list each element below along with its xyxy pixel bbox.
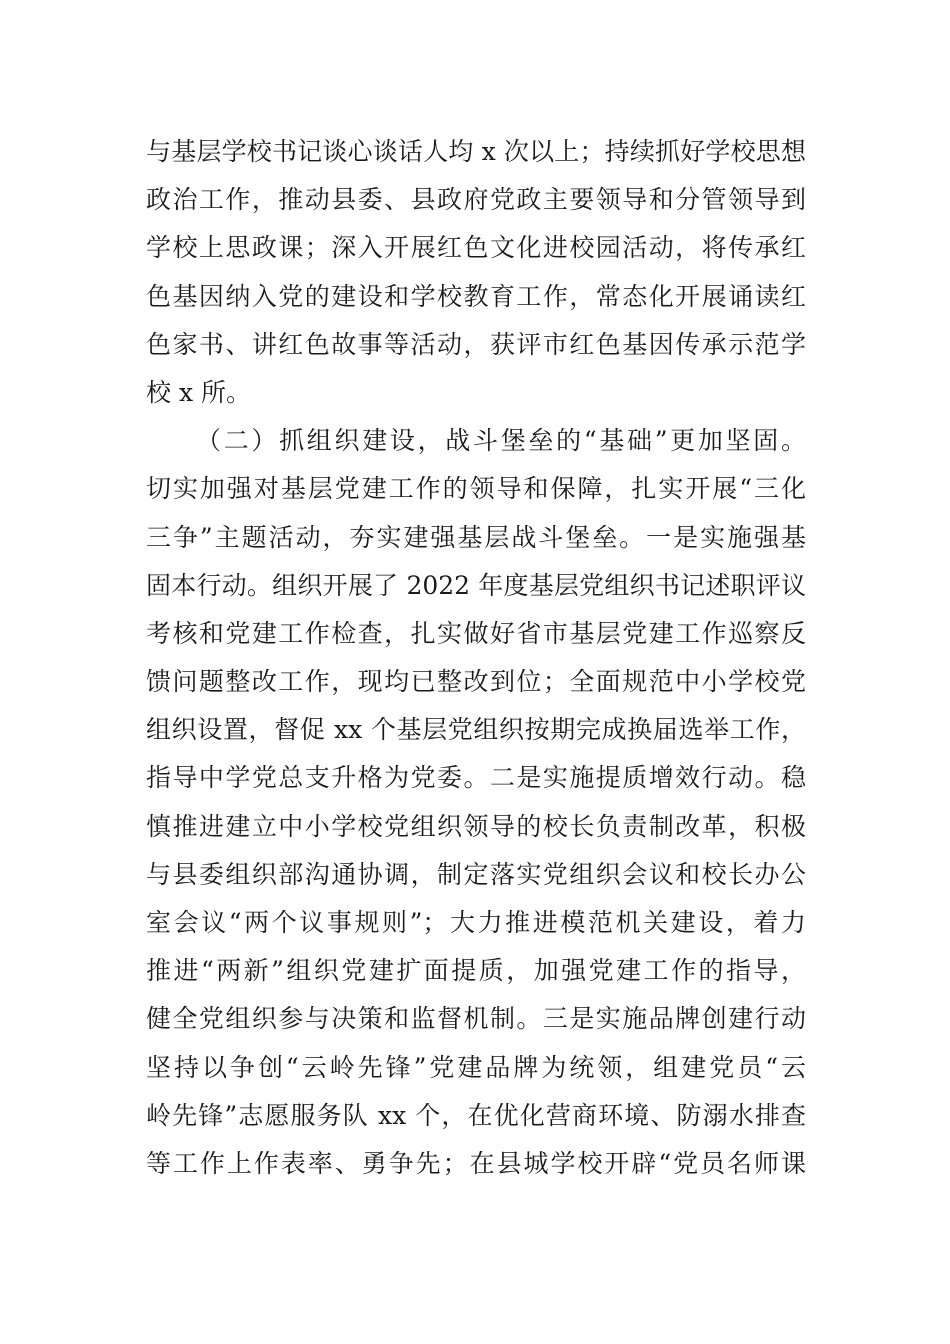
text-line: 三争”主题活动，夯实建强基层战斗堡垒。一是实施强基 xyxy=(146,522,806,552)
text-line: 色家书、讲红色故事等活动，获评市红色基因传承示范学 xyxy=(146,329,806,359)
text-line: 固本行动。组织开展了 2022 年度基层党组织书记述职评议 xyxy=(146,570,806,600)
text-line: 慎推进建立中小学校党组织领导的校长负责制改革，积极 xyxy=(146,811,806,841)
text-line: 岭先锋”志愿服务队 xx 个，在优化营商环境、防溺水排查 xyxy=(146,1100,806,1130)
text-line: 校 x 所。 xyxy=(146,377,251,407)
text-line: 学校上思政课；深入开展红色文化进校园活动，将传承红 xyxy=(146,233,806,263)
text-line: 与县委组织部沟通协调，制定落实党组织会议和校长办公 xyxy=(146,859,806,889)
text-line: 坚持以争创“云岭先锋”党建品牌为统领，组建党员“云 xyxy=(146,1052,806,1082)
text-line: 室会议“两个议事规则”；大力推进模范机关建设，着力 xyxy=(146,908,806,937)
text-line: 政治工作，推动县委、县政府党政主要领导和分管领导到 xyxy=(146,185,806,215)
text-line: 推进“两新”组织党建扩面提质，加强党建工作的指导， xyxy=(146,956,806,986)
text-line: 切实加强对基层党建工作的领导和保障，扎实开展“三化 xyxy=(146,474,806,504)
text-line: 组织设置，督促 xx 个基层党组织按期完成换届选举工作， xyxy=(146,715,806,745)
text-line: 色基因纳入党的建设和学校教育工作，常态化开展诵读红 xyxy=(146,281,806,311)
text-line: 健全党组织参与决策和监督机制。三是实施品牌创建行动 xyxy=(146,1004,806,1034)
text-line: 考核和党建工作检查，扎实做好省市基层党建工作巡察反 xyxy=(146,618,806,648)
text-line: 与基层学校书记谈心谈话人均 x 次以上；持续抓好学校思想 xyxy=(146,137,806,166)
text-line: 等工作上作表率、勇争先；在县城学校开辟“党员名师课 xyxy=(146,1148,806,1178)
paragraph-2 xyxy=(146,417,806,1188)
text-line: 指导中学党总支升格为党委。二是实施提质增效行动。稳 xyxy=(146,763,806,793)
paragraph-1 xyxy=(146,128,806,417)
section-heading-line: （二）抓组织建设，战斗堡垒的“基础”更加坚固。 xyxy=(196,426,806,456)
document-body xyxy=(146,128,806,1188)
text-line: 馈问题整改工作，现均已整改到位；全面规范中小学校党 xyxy=(146,667,806,697)
